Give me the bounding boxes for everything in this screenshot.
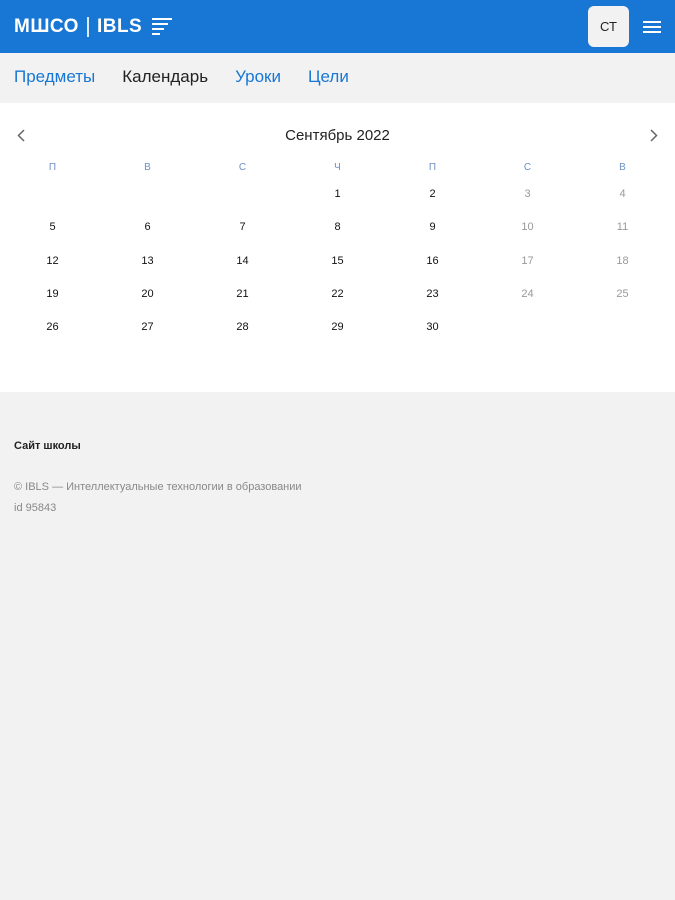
calendar-day[interactable]: 15 bbox=[331, 254, 344, 267]
calendar-day-empty bbox=[100, 187, 195, 220]
weekday-label: В bbox=[144, 162, 151, 173]
calendar-day[interactable]: 18 bbox=[616, 254, 629, 267]
weekday-label: В bbox=[619, 162, 626, 173]
calendar-month-title: Сентябрь 2022 bbox=[285, 126, 390, 144]
logo-left-text: МШСО bbox=[14, 15, 79, 37]
app-header bbox=[0, 0, 675, 53]
calendar-day-empty bbox=[5, 187, 100, 220]
logo-divider bbox=[87, 17, 89, 37]
school-site-link[interactable]: Сайт школы bbox=[14, 440, 81, 452]
calendar-day[interactable]: 14 bbox=[236, 254, 249, 267]
calendar-day[interactable]: 10 bbox=[521, 221, 534, 234]
calendar-day[interactable]: 30 bbox=[426, 321, 439, 334]
calendar-day[interactable]: 5 bbox=[49, 221, 56, 234]
chevron-left-icon[interactable] bbox=[14, 125, 28, 145]
calendar-day[interactable]: 2 bbox=[429, 188, 436, 200]
calendar-day[interactable]: 26 bbox=[46, 321, 59, 334]
weekday-label: С bbox=[238, 162, 247, 173]
calendar-day[interactable]: 21 bbox=[236, 287, 249, 300]
calendar-day[interactable]: 1 bbox=[334, 188, 341, 200]
logo[interactable] bbox=[14, 16, 172, 38]
weekday-label: П bbox=[428, 162, 437, 173]
calendar-day[interactable]: 13 bbox=[141, 254, 154, 267]
logo-lines-icon bbox=[152, 18, 172, 35]
calendar-day[interactable]: 12 bbox=[46, 254, 59, 267]
calendar-grid bbox=[5, 161, 675, 353]
calendar-day[interactable]: 24 bbox=[521, 287, 534, 300]
calendar-day-empty bbox=[195, 187, 290, 220]
calendar-day[interactable]: 19 bbox=[46, 287, 59, 300]
calendar-day[interactable]: 6 bbox=[144, 221, 151, 234]
main-nav bbox=[0, 53, 675, 101]
calendar-day[interactable]: 27 bbox=[141, 321, 154, 334]
weekday-label: П bbox=[48, 162, 57, 173]
tab-goals[interactable]: Цели bbox=[307, 67, 349, 86]
calendar-day[interactable]: 3 bbox=[524, 188, 531, 200]
chevron-right-icon[interactable] bbox=[647, 125, 661, 145]
weekday-label: С bbox=[523, 162, 532, 173]
calendar-day[interactable]: 8 bbox=[334, 221, 341, 234]
copyright-text: © IBLS — Интеллектуальные технологии в образовании bbox=[14, 481, 302, 493]
tab-subjects[interactable]: Предметы bbox=[14, 67, 96, 86]
calendar-day[interactable]: 11 bbox=[616, 221, 629, 234]
avatar[interactable]: СТ bbox=[588, 6, 629, 47]
calendar-day[interactable]: 29 bbox=[331, 321, 344, 334]
calendar-day[interactable]: 23 bbox=[426, 287, 439, 300]
calendar-day-empty bbox=[575, 320, 670, 353]
id-text: id 95843 bbox=[14, 502, 57, 514]
logo-right-text: IBLS bbox=[96, 15, 143, 37]
calendar-day[interactable]: 25 bbox=[616, 287, 629, 300]
calendar-day[interactable]: 7 bbox=[239, 221, 246, 234]
calendar-day[interactable]: 28 bbox=[236, 321, 249, 334]
tab-calendar[interactable]: Календарь bbox=[122, 67, 209, 86]
calendar bbox=[0, 103, 675, 392]
calendar-day-empty bbox=[480, 320, 575, 353]
calendar-day[interactable]: 4 bbox=[619, 188, 626, 200]
hamburger-menu-icon[interactable] bbox=[643, 21, 661, 33]
weekday-label: Ч bbox=[334, 162, 341, 173]
tab-lessons[interactable]: Уроки bbox=[235, 67, 281, 86]
calendar-day[interactable]: 20 bbox=[141, 287, 154, 300]
calendar-day[interactable]: 9 bbox=[429, 221, 436, 234]
calendar-day[interactable]: 16 bbox=[426, 254, 439, 267]
calendar-day[interactable]: 17 bbox=[521, 254, 534, 267]
calendar-day[interactable]: 22 bbox=[331, 287, 344, 300]
footer bbox=[0, 392, 675, 514]
